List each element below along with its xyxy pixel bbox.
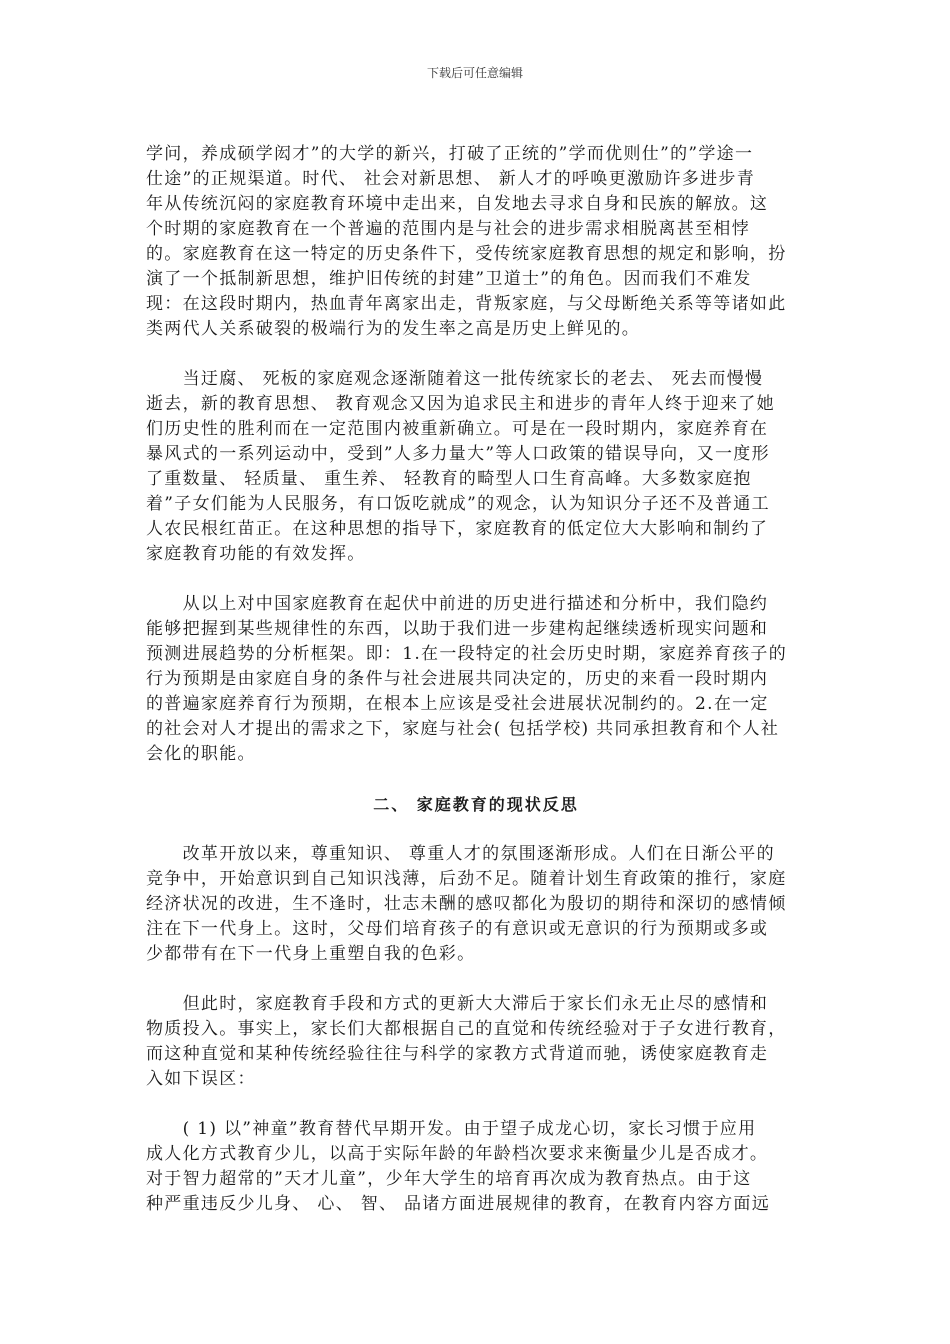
page-header: 下载后可任意编辑	[426, 66, 523, 80]
section-heading: 二、 家庭教育的现状反思	[373, 795, 579, 814]
paragraph-6: ( 1) 以”神童”教育替代早期开发。由于望子成龙心切，家长习惯于应用 成人化方式教育少儿，以高于实际年龄的年龄档次要求来衡量少儿是否成才。 对于智力超常的”天才儿童”，少年大学生的培育再次成为教育热点。由于这 种严重违反少儿身、 心、 智、 品诸方面进展规律的教育，在教育内容方面远	[146, 1119, 771, 1214]
paragraph-2: 当迂腐、 死板的家庭观念逐渐随着这一批传统家长的老去、 死去而慢慢 逝去，新的教育思想、 教育观念又因为追求民主和进步的青年人终于迎来了她 们历史性的胜利而在一定范围内被重新确立。可是在一段时期内，家庭养育在 暴风式的一系列运动中，受到”人多力量大”等人口政策的错误导向，又一度形 了重数量、 轻质量、 重生养、 轻教育的畸型人口生育高峰。大多数家庭抱 着”子女们能为人民服务，有口饭吃就成”的观念，认为知识分子还不及普通工 人农民根红苗正。在这种思想的指导下，家庭教育的低定位大大影响和制约了 家庭教育功能的有效发挥。	[146, 369, 775, 564]
paragraph-4: 改革开放以来，尊重知识、 尊重人才的氛围逐渐形成。人们在日渐公平的 竞争中，开始意识到自己知识浅薄，后劲不足。随着计划生育政策的推行，家庭 经济状况的改进，生不逢时，壮志未酬的感叹都化为殷切的期待和深切的感情倾 注在下一代身上。这时，父母们培育孩子的有意识或无意识的行为预期或多或 少都带有在下一代身上重塑自我的色彩。	[146, 844, 787, 964]
paragraph-1: 学问，养成硕学闳才”的大学的新兴，打破了正统的”学而优则仕”的”学途一 仕途”的正规渠道。时代、 社会对新思想、 新人才的呼唤更激励许多进步青 年从传统沉闷的家庭教育环境中走出来，自发地去寻求自身和民族的解放。这 个时期的家庭教育在一个普遍的范围内是与社会的进步需求相脱离甚至相悖 的。家庭教育在这一特定的历史条件下，受传统家庭教育思想的规定和影响，扮 演了一个抵制新思想，维护旧传统的封建”卫道士”的角色。因而我们不难发 现：在这段时期内，热血青年离家出走，背叛家庭，与父母断绝关系等等诸如此 类两代人关系破裂的极端行为的发生率之高是历史上鲜见的。	[146, 144, 787, 339]
paragraph-3: 从以上对中国家庭教育在起伏中前进的历史进行描述和分析中，我们隐约 能够把握到某些规律性的东西，以助于我们进一步建构起继续透析现实问题和 预测进展趋势的分析框架。即：1.在一段特定的社会历史时期，家庭养育孩子的 行为预期是由家庭自身的条件与社会进展共同决定的，历史的来看一段时期内 的普遍家庭养育行为预期，在根本上应该是受社会进展状况制约的。2.在一定 的社会对人才提出的需求之下，家庭与社会( 包括学校) 共同承担教育和个人社 会化的职能。	[146, 594, 788, 764]
paragraph-5: 但此时，家庭教育手段和方式的更新大大滞后于家长们永无止尽的感情和 物质投入。事实上，家长们大都根据自己的直觉和传统经验对于子女进行教育， 而这种直觉和某种传统经验往往与科学的家教方式背道而驰，诱使家庭教育走 入如下误区：	[146, 994, 787, 1089]
document-body	[146, 142, 806, 1217]
